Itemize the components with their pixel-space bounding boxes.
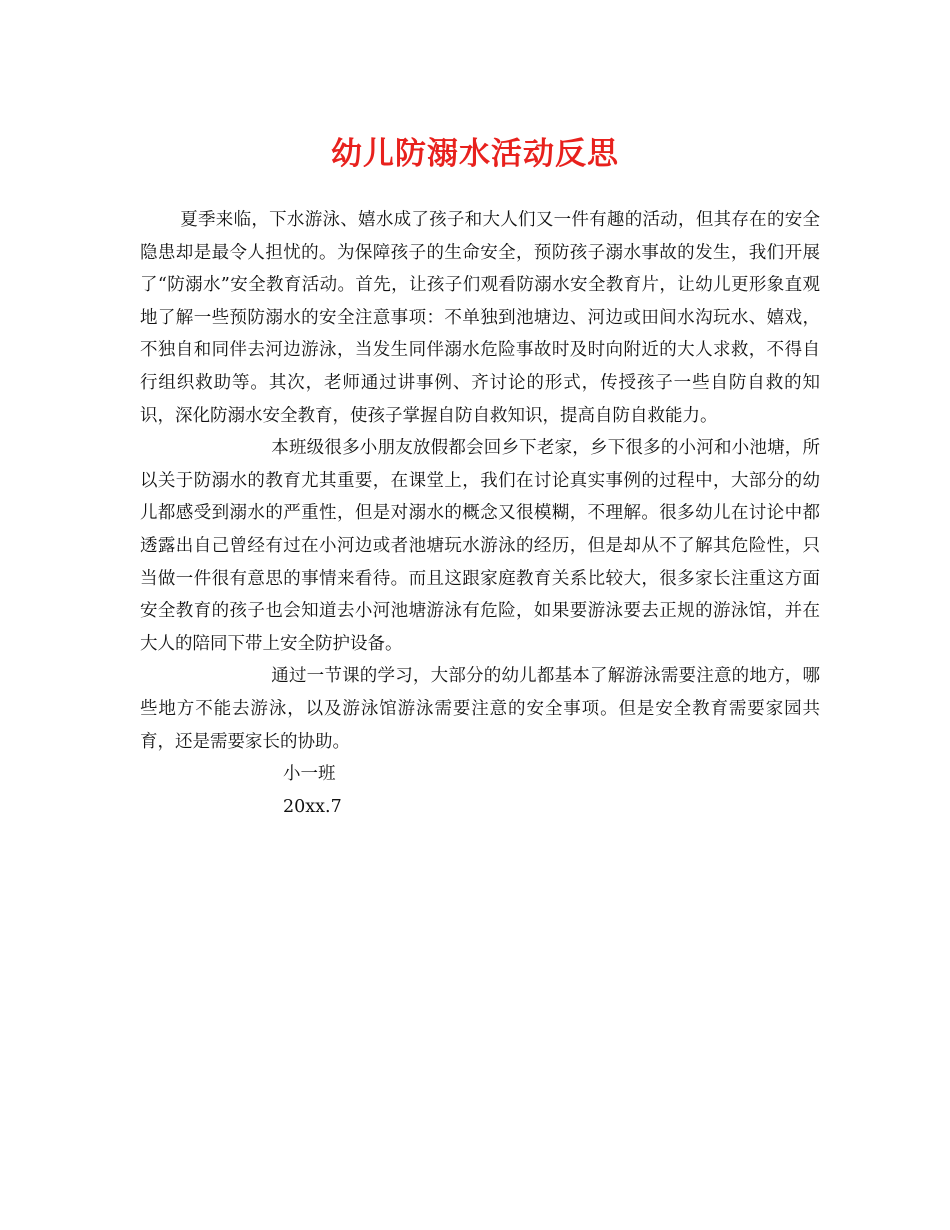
- document-body: [140, 204, 820, 823]
- paragraph-3: 通过一节课的学习，大部分的幼儿都基本了解游泳需要注意的地方，哪些地方不能去游泳，以及游泳馆游泳需要注意的安全事项。但是安全教育需要家园共育，还是需要家长的协助。: [140, 666, 820, 752]
- document-title: 幼儿防溺水活动反思: [331, 136, 619, 172]
- signature-class: 小一班: [283, 764, 336, 785]
- paragraph-1: 夏季来临，下水游泳、嬉水成了孩子和大人们又一件有趣的活动，但其存在的安全隐患却是最令人担忧的。为保障孩子的生命安全，预防孩子溺水事故的发生，我们开展了“防溺水”安全教育活动。首先，让孩子们观看防溺水安全教育片，让幼儿更形象直观地了解一些预防溺水的安全注意事项：不单独到池塘边、河边或田间水沟玩水、嬉戏，不独自和同伴去河边游泳，当发生同伴溺水危险事故时及时向附近的大人求救，不得自行组织救助等。其次，老师通过讲事例、齐讨论的形式，传授孩子一些自防自救的知识，深化防溺水安全教育，使孩子掌握自防自救知识，提高自防自救能力。: [140, 210, 820, 426]
- paragraph-2: 本班级很多小朋友放假都会回乡下老家，乡下很多的小河和小池塘，所以关于防溺水的教育尤其重要，在课堂上，我们在讨论真实事例的过程中，大部分的幼儿都感受到溺水的严重性，但是对溺水的概念又很模糊，不理解。很多幼儿在讨论中都透露出自己曾经有过在小河边或者池塘玩水游泳的经历，但是却从不了解其危险性，只当做一件很有意思的事情来看待。而且这跟家庭教育关系比较大，很多家长注重这方面安全教育的孩子也会知道去小河池塘游泳有危险，如果要游泳要去正规的游泳馆，并在大人的陪同下带上安全防护设备。: [140, 438, 820, 654]
- signature-date: 20xx.7: [283, 796, 342, 817]
